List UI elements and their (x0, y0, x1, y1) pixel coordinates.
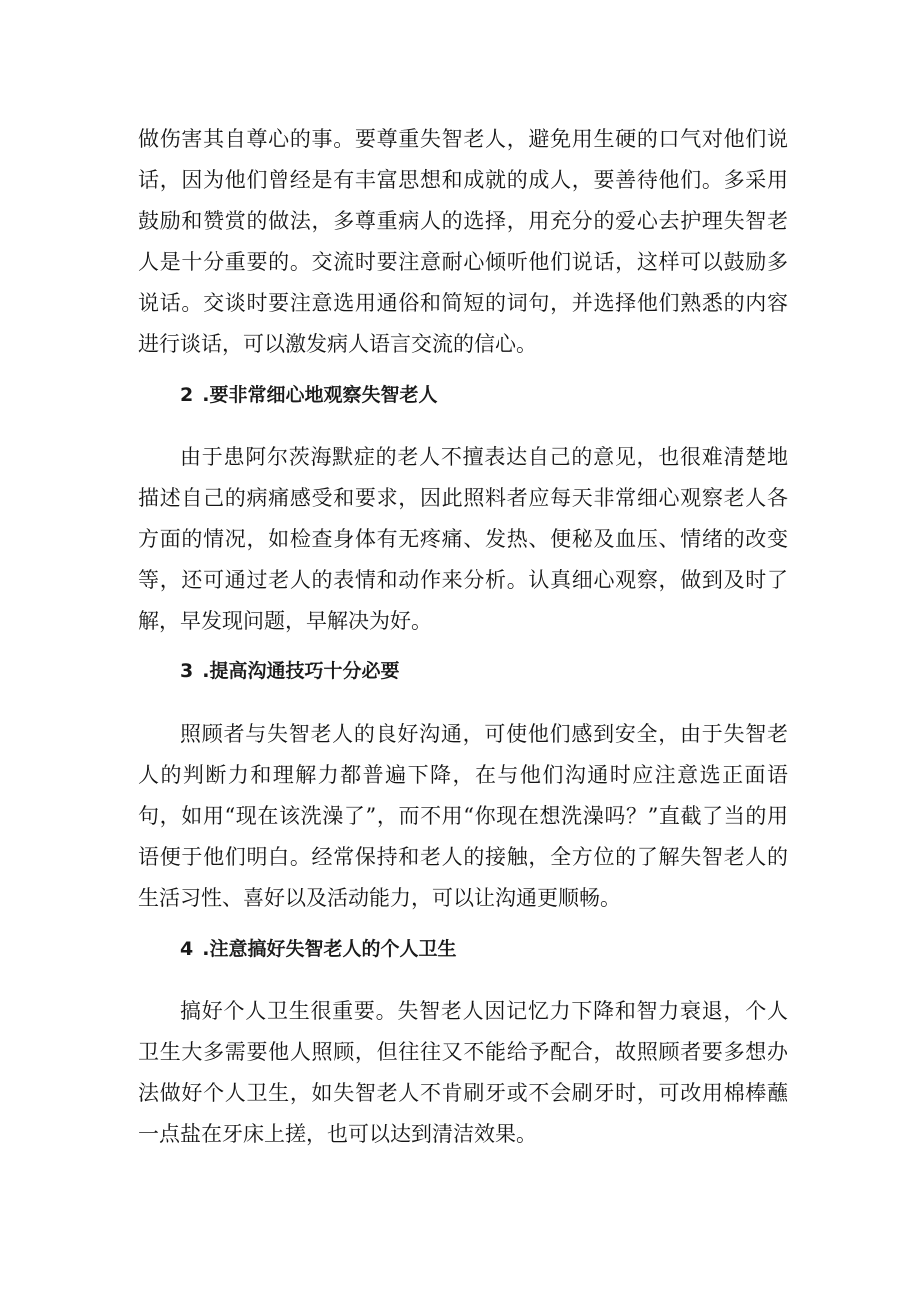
heading-communication (180, 656, 399, 686)
heading-observe (180, 380, 437, 410)
heading-text: .提高沟通技巧十分必要 (202, 660, 400, 682)
heading-number: 4 (180, 938, 194, 960)
heading-number: 2 (180, 384, 194, 406)
heading-number: 3 (180, 660, 194, 682)
paragraph-respect: 做伤害其自尊心的事。要尊重失智老人，避免用生硬的口气对他们说话，因为他们曾经是有丰富思想和成就的成人，要善待他们。多采用鼓励和赞赏的做法，多尊重病人的选择，用充分的爱心去护理失智老人是十分重要的。交流时要注意耐心倾听他们说话，这样可以鼓励多说话。交谈时要注意选用通俗和简短的词句，并选择他们熟悉的内容进行谈话，可以激发病人语言交流的信心。 (138, 127, 788, 356)
paragraph-communication: 照顾者与失智老人的良好沟通，可使他们感到安全，由于失智老人的判断力和理解力都普遍下降，在与他们沟通时应注意选正面语句，如用“现在该洗澡了”，而不用“你现在想洗澡吗？”直截了当的用语便于他们明白。经常保持和老人的接触，全方位的了解失智老人的生活习性、喜好以及活动能力，可以让沟通更顺畅。 (138, 722, 788, 910)
heading-hygiene (180, 934, 456, 964)
heading-text: .注意搞好失智老人的个人卫生 (202, 938, 457, 960)
paragraph-hygiene: 搞好个人卫生很重要。失智老人因记忆力下降和智力衰退，个人卫生大多需要他人照顾，但往往又不能给予配合，故照顾者要多想办法做好个人卫生，如失智老人不肯刷牙或不会刷牙时，可改用棉棒蘸一点盐在牙床上搓，也可以达到清洁效果。 (138, 999, 788, 1146)
heading-text: .要非常细心地观察失智老人 (202, 384, 438, 406)
paragraph-observe: 由于患阿尔茨海默症的老人不擅表达自己的意见，也很难清楚地描述自己的病痛感受和要求，因此照料者应每天非常细心观察老人各方面的情况，如检查身体有无疼痛、发热、便秘及血压、情绪的改变等，还可通过老人的表情和动作来分析。认真细心观察，做到及时了解，早发现问题，早解决为好。 (138, 445, 788, 633)
